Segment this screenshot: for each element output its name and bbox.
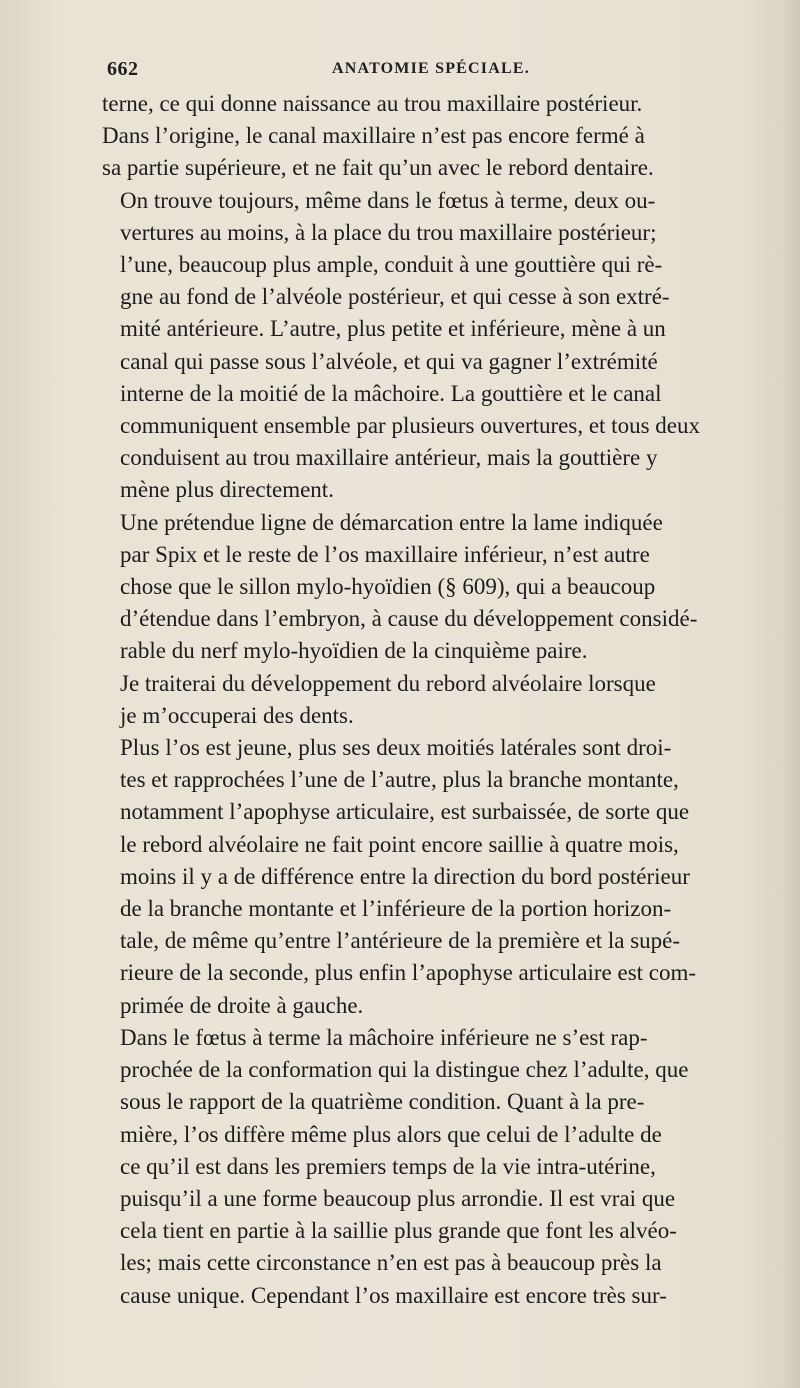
text-line: tale, de même qu’entre l’antérieure de la première et la supé- <box>120 928 681 954</box>
paragraph-5 <box>102 732 762 1022</box>
text-line: rieure de la seconde, plus enfin l’apophyse articulaire est com- <box>120 960 697 986</box>
text-line: prochée de la conformation qui la distingue chez l’adulte, que <box>120 1057 689 1083</box>
text-line: Dans le fœtus à terme la mâchoire inférieure ne s’est rap- <box>120 1024 648 1050</box>
text-line: de la branche montante et l’inférieure de la portion horizon- <box>120 896 672 922</box>
running-head: ANATOMIE SPÉCIALE. <box>332 60 530 77</box>
text-line: notamment l’apophyse articulaire, est surbaissée, de sorte que <box>120 799 690 825</box>
text-line: sous le rapport de la quatrième condition. Quant à la pre- <box>120 1089 645 1115</box>
text-line: interne de la moitié de la mâchoire. La gouttière et le canal <box>120 380 662 406</box>
text-line: mène plus directement. <box>120 477 334 503</box>
text-line: terne, ce qui donne naissance au trou maxillaire postérieur. <box>102 91 643 116</box>
text-line: chose que le sillon mylo-hyoïdien (§ 609), qui a beaucoup <box>120 574 656 600</box>
text-line: cela tient en partie à la saillie plus grande que font les alvéo- <box>120 1218 677 1244</box>
text-line: puisqu’il a une forme beaucoup plus arrondie. Il est vrai que <box>120 1185 676 1211</box>
text-line: Plus l’os est jeune, plus ses deux moitiés latérales sont droi- <box>120 735 672 761</box>
text-line: On trouve toujours, même dans le fœtus à terme, deux ou- <box>120 187 656 213</box>
text-line: sa partie supérieure, et ne fait qu’un avec le rebord dentaire. <box>102 155 654 181</box>
paragraph-3 <box>102 507 762 668</box>
body-text <box>102 88 762 1312</box>
page-header <box>107 58 707 88</box>
text-line: mité antérieure. L’autre, plus petite et inférieure, mène à un <box>120 316 666 342</box>
paragraph-1 <box>102 88 762 185</box>
text-line: Dans l’origine, le canal maxillaire n’est pas encore fermé à <box>102 123 645 149</box>
text-line: d’étendue dans l’embryon, à cause du développement considé- <box>120 606 698 632</box>
text-line: mière, l’os diffère même plus alors que celui de l’adulte de <box>120 1121 662 1147</box>
paragraph-4 <box>102 668 762 732</box>
text-line: moins il y a de différence entre la direction du bord postérieur <box>120 863 690 889</box>
text-line: le rebord alvéolaire ne fait point encore saillie à quatre mois, <box>120 831 679 857</box>
text-line: les; mais cette circonstance n’en est pas à beaucoup près la <box>120 1250 662 1276</box>
text-line: tes et rapprochées l’une de l’autre, plus la branche montante, <box>120 767 679 793</box>
paragraph-6 <box>102 1022 762 1312</box>
text-line: conduisent au trou maxillaire antérieur, mais la gouttière y <box>120 445 658 471</box>
text-line: l’une, beaucoup plus ample, conduit à une gouttière qui rè- <box>120 252 663 278</box>
text-line: communiquent ensemble par plusieurs ouvertures, et tous deux <box>120 413 700 439</box>
text-line: cause unique. Cependant l’os maxillaire est encore très sur- <box>120 1282 667 1308</box>
text-line: canal qui passe sous l’alvéole, et qui va gagner l’extrémité <box>120 348 658 374</box>
text-line: par Spix et le reste de l’os maxillaire inférieur, n’est autre <box>120 541 650 567</box>
text-line: je m’occuperai des dents. <box>120 702 354 728</box>
text-line: gne au fond de l’alvéole postérieur, et qui cesse à son extré- <box>120 284 670 310</box>
text-line: ce qu’il est dans les premiers temps de la vie intra-utérine, <box>120 1153 656 1179</box>
text-line: Je traiterai du développement du rebord alvéolaire lorsque <box>120 670 656 696</box>
paragraph-2 <box>102 185 762 507</box>
text-line: rable du nerf mylo-hyoïdien de la cinquième paire. <box>120 638 588 664</box>
text-line: vertures au moins, à la place du trou maxillaire postérieur; <box>120 219 657 245</box>
text-line: primée de droite à gauche. <box>120 992 364 1018</box>
page-number: 662 <box>107 58 139 80</box>
paper-edge-shadow <box>782 0 800 1388</box>
text-line: Une prétendue ligne de démarcation entre la lame indiquée <box>120 509 663 535</box>
